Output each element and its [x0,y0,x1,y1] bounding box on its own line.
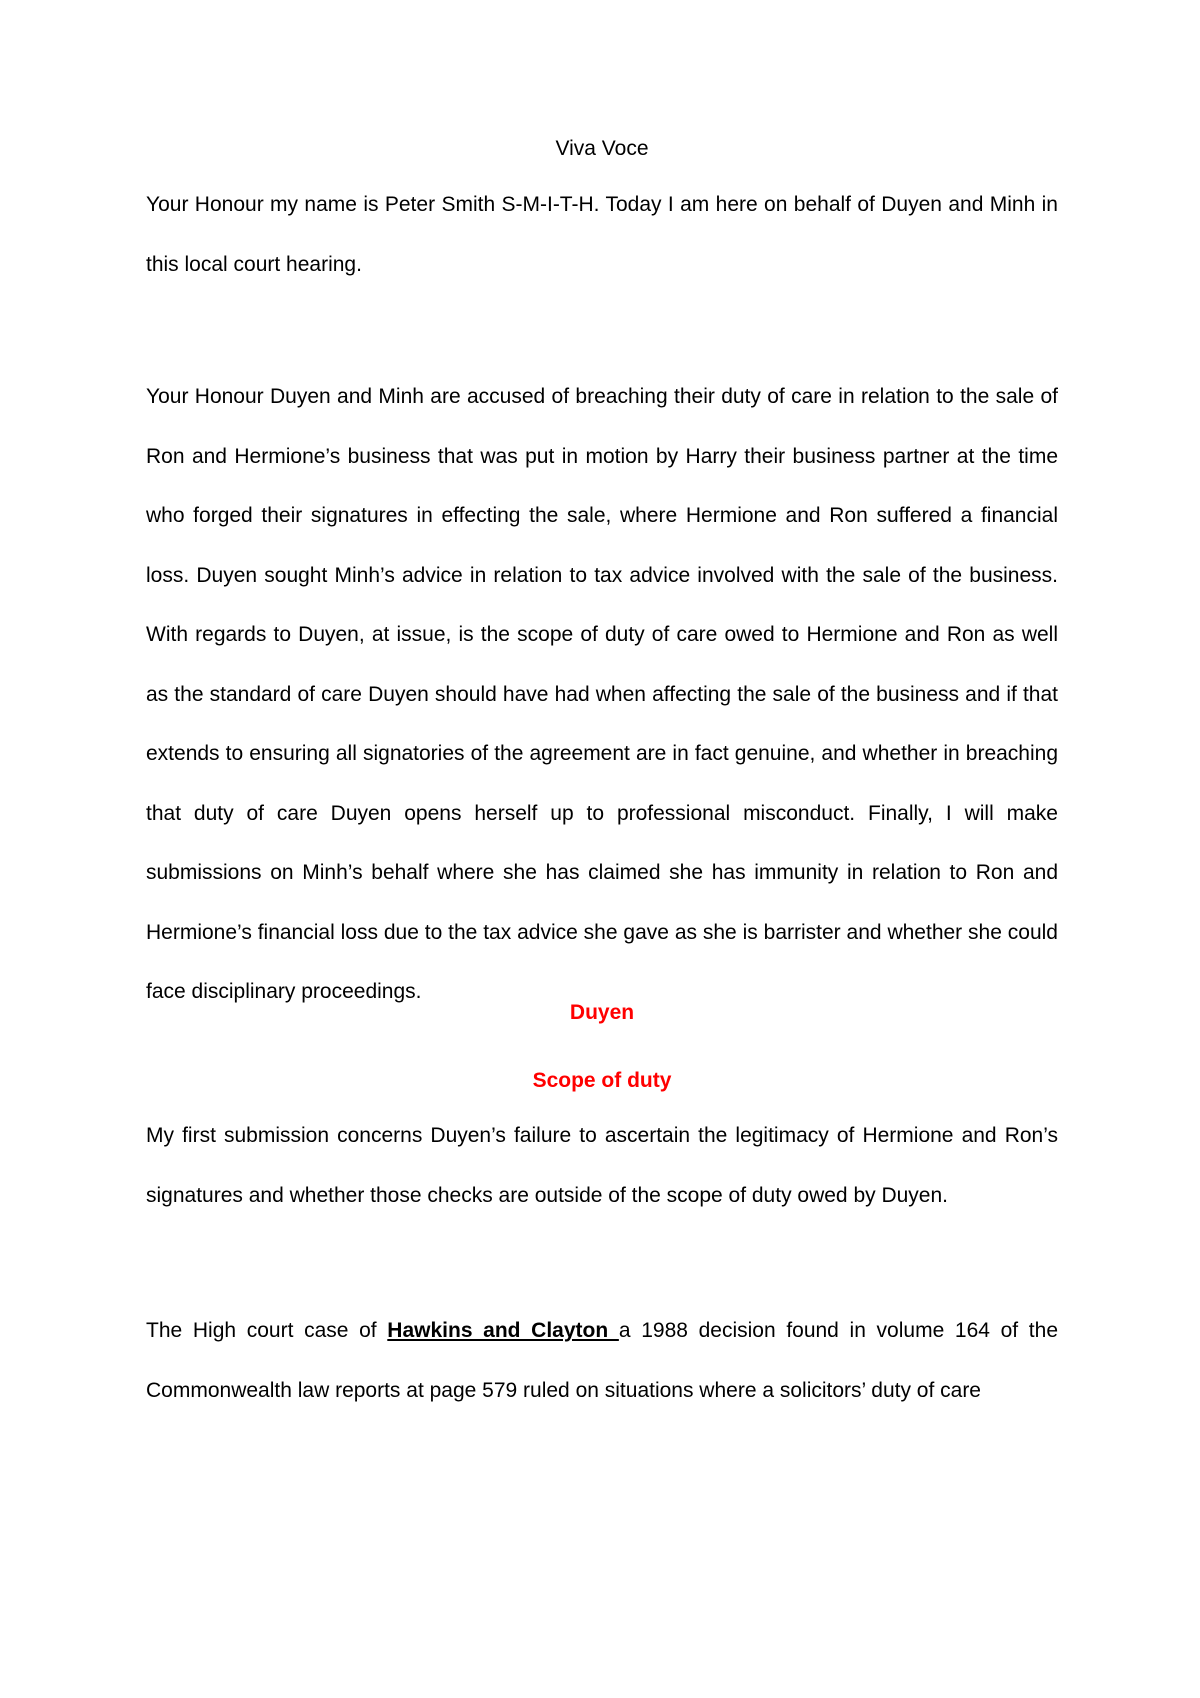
intro-paragraph: Your Honour my name is Peter Smith S-M-I-T-H. Today I am here on behalf of Duyen and Minh in this local court hearing. [146,193,1058,276]
document-title: Viva Voce [555,137,649,160]
case-paragraph [146,1301,1058,1420]
first-submission-paragraph: My first submission concerns Duyen’s failure to ascertain the legitimacy of Hermione and Ron’s signatures and whether those checks are outside of the scope of duty owed by Duyen. [146,1124,1058,1207]
section-heading-duyen: Duyen [569,1001,635,1024]
case-paragraph-rest: a 1988 decision found in volume 164 of the Commonwealth law reports at page 579 ruled on situations where a solicitors’ duty of care [146,1319,1059,1402]
case-paragraph-lead: The High court case of [146,1319,388,1342]
case-reference-hawkins-and-clayton: Hawkins and Clayton [387,1319,619,1342]
overview-paragraph: Your Honour Duyen and Minh are accused of breaching their duty of care in relation to the sale of Ron and Hermione’s business that was put in motion by Harry their business partner at the time who forged their signatures in effecting the sale, where Hermione and Ron suffered a financial loss. Duyen sought Minh’s advice in relation to tax advice involved with the sale of the business. With regards to Duyen, at issue, is the scope of duty of care owed to Hermione and Ron as well as the standard of care Duyen should have had when affecting the sale of the business and if that extends to ensuring all signatories of the agreement are in fact genuine, and whether in breaching that duty of care Duyen opens herself up to professional misconduct. Finally, I will make submissions on Minh’s behalf where she has claimed she has immunity in relation to Ron and Hermione’s financial loss due to the tax advice she gave as she is barrister and whether she could face disciplinary proceedings. [146,385,1058,1003]
subsection-heading-scope-of-duty: Scope of duty [532,1069,672,1092]
